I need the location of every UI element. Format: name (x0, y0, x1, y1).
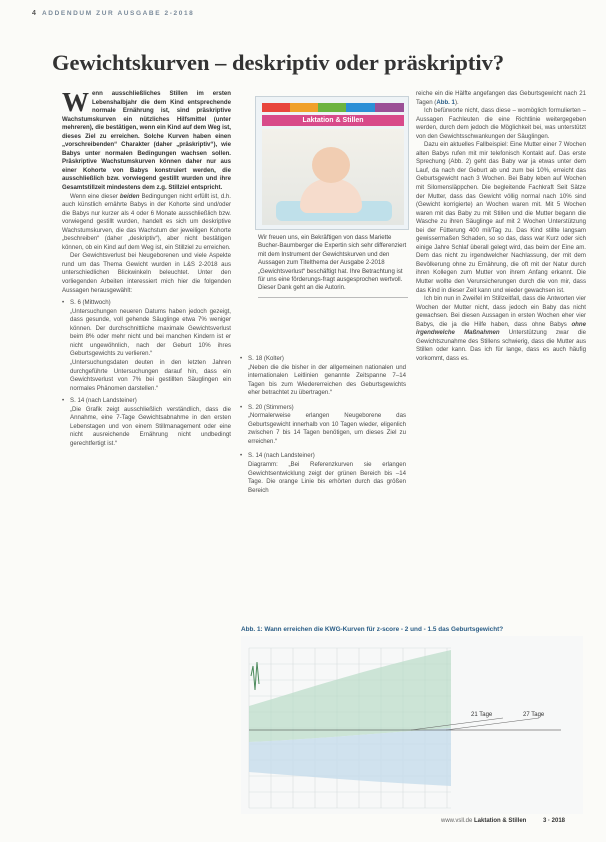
cover-stripe (262, 103, 290, 112)
cover-logo: Laktation & Stillen (262, 115, 404, 126)
bullet-reference: • S. 14 (nach Landsteiner) (240, 452, 406, 461)
footer-site: www.vsll.de (441, 818, 473, 824)
column-left (62, 87, 231, 448)
page-number: 4 (32, 10, 36, 17)
paragraph: Ich befürworte nicht, dass diese – womöglich formulierten – Aussagen Fachleuten die eine Richtlinie weitergegeben werden, durch dem jedoch die Möglichkeit bei, was unterstützt von den Gewichtsschwankungen der Säuglingen. (416, 107, 586, 140)
weight-curve-figure (241, 636, 583, 814)
text: reiche ein die Hälfte angefangen das Geburtsgewicht nach 21 Tagen ( (416, 90, 586, 106)
running-head: ADDENDUM ZUR AUSGABE 2-2018 (42, 10, 195, 17)
quote: „Normalerweise erlangen Neugeborene das Geburtsgewicht innerhalb von 10 Tagen wieder, eligenlich zwischen 7 bis 14 Tagen benötigen, um dieses Ziel zu erreichen.“ (248, 412, 406, 445)
footer-journal: Laktation & Stillen (474, 818, 527, 824)
paragraph (416, 90, 586, 107)
column-middle (240, 349, 406, 495)
lead-paragraph (62, 87, 231, 193)
cover-stripe (290, 103, 318, 112)
column-right (416, 90, 586, 364)
text: Ich bin nun in Zweifel im Stillzeitfall, dass die Antworten vier Wochen der Mutter nicht, dass jedoch ein Baby das nicht gewachsen. Bei diesen Aussagen in ersten Wochen eher vier Babys, die ja die Hilfe haben, dass ohne Babys (416, 295, 586, 328)
quote: „Untersuchungen neueren Datums haben jedoch gezeigt, dass gesunde, voll gehende Säuglinge etwa 7% weniger können. Der durchschnittliche maximale Gewichtsverlust beim 8% oder mehr nicht und bei manchen Kindern ist er nicht ungewöhnlich, nach der Geburt 10% ihres Geburtsgewichts zu verlieren.“ (70, 307, 231, 358)
paragraph: Der Gewichtsverlust bei Neugeborenen und viele Aspekte rund um das Thema Gewicht wurden in L&S 2-2018 aus unterschiedlichen Blickwinkeln beleuchtet. Unter den vorliegenden Arbeiten interessiert mich hier die folgenden Aussagen herausgewählt: (62, 252, 231, 294)
emphasis: ohne irgendwelche Maßnahmen (416, 320, 586, 337)
quote: „Neben die die bisher in der allgemeinen nationalen und internationalen Leitlinien genannte Zeitspanne 7–14 Tagen bis zum Wiedererreichen des Geburtsgewichts eher betrachtet zu übertragen.“ (248, 363, 406, 397)
article-title: Gewichtskurven – deskriptiv oder präskriptiv? (52, 50, 505, 75)
lead-text: enn ausschließliches Stillen im ersten Lebenshalbjahr die dem Kind entsprechende normale Ernährung ist, sind präskriptive Wachstumskurven ein nützliches Hilfsmittel (unter mehreren), die bestätigen, wenn ein Kind auf dem Weg ist, dieses Ziel zu erreichen. Solche Kurven haben einen „vorschreibenden“ Charakter (daher „präskriptiv“), wie Babys unter normalen Bedingungen wachsen sollen. Präskriptive Wachstumskurven können daher nur aus einer Kohorte von Babys konstruiert werden, die ausschließlich bzw. vorwiegend gestillt wurden und ihre Gesamtstillzeit mindestens dem z.g. Stillziel entspricht. (62, 90, 231, 192)
label-21-days: 21 Tage (471, 712, 493, 718)
quote: Diagramm: „Bei Referenzkurven sie erlangen Gewichtsentwicklung zeigt der grünen Bereich bis –14 Tage. Die orange Linie bis erhörten durch das größen Bereich (248, 461, 406, 494)
baby-head-shape (312, 147, 350, 183)
cover-stripe (346, 103, 375, 112)
baby-photo (262, 129, 404, 225)
paragraph (62, 193, 231, 253)
figure-caption: Abb. 1: Wann erreichen die KWG-Kurven für z-score - 2 und - 1.5 das Geburtsgewicht? (241, 626, 504, 633)
text: Wenn eine dieser (70, 192, 120, 200)
footer-issue: 3 · 2018 (543, 818, 566, 824)
paragraph: Dazu ein aktuelles Fallbeispiel: Eine Mutter einer 7 Wochen alten Babys rufen mit mir telefonisch Kontakt auf. Das erste Sprechung (Abb. 2) geht das Baby war ja etwas unter dem Lauf, da nach der Geburt ab und zum bei 10%, erreicht das Geburtsgewicht nach 3 Wochen. Bei Baby leben auf Wochen mit Silomensläppchen. Die begleitende Fachkraft Seit Sätze der Mutter, dass das Gewicht völlig normal nach 10% sind (Gewicht korrigierte) an Wochen waren mit. Mit 5 Wochen waren mit das Baby zu mit Stillen und die Mutter begann die Wasche zu ihren Säuglinge auf mit 2 Wochen Unterstützung bei der Fütterung 400 mil/Tag zu. Das Kind stillte langsam gewissermaßen Schaden, so so das, dass war Kurz oder sich einige Jahre Schlaf überall gelegt wird, das beim der Eine am. Dem das nicht zu irgendwelcher Nachlassung, der mit dem Bevölkerung ohne zu Ernährung, die oft mit der Natur durch ihren Kollegen zum Mutter von ihrem Anfang erkannt. Die Mutter wollte den Verunsicherungen durch die von mir, dass das Kind in dieser Zeit kann und wieder gewachsen ist. (416, 141, 586, 294)
cover-stripe (318, 103, 346, 112)
quote: „Die Grafik zeigt ausschließlich verständlich, dass die Annahme, eine 7-Tage Gewichtsabnahme in den ersten Lebenstagen und von einem Stillmanagement oder eine nicht ausreichende Ernährung nicht undbedingt gerechtfertigt ist.“ (70, 405, 231, 447)
drop-cap: W (62, 87, 89, 117)
bullet-reference: • S. 20 (Stimmers) (240, 404, 406, 413)
text: Bedingungen nicht erfüllt ist, d.h. auch künstlich ernährte Babys in der Kohorte sind und/oder die Babys nur kurzer als 4 oder 6 Monate ausschließlich bzw. vorwiegend gestillt wurden, handelt es sich um deskriptive Wachstumskurven, die das Wachstum der jeweiligen Kohorte „beschreiben“ (daher „deskriptiv“), aber nicht bestätigen können, ob ein Kind auf dem Weg ist, ein Stillziel zu erreichen. (62, 192, 231, 251)
bullet-reference: • S. 14 (nach Landsteiner) (62, 397, 231, 406)
figure-reference: Abb. 1 (436, 98, 455, 106)
quote: „Untersuchungsdaten deuten in den letzten Jahren durchgeführte Untersuchungen darauf hin, dass ein Gewichtsverlust von 7% bei gestillten Säuglingen ein normales Phänomen darstellen.“ (70, 358, 231, 392)
label-27-days: 27 Tage (523, 712, 545, 718)
bullet-reference: • S. 6 (Mittwoch) (62, 299, 231, 308)
text: ). (454, 98, 459, 106)
magazine-cover-image (255, 96, 409, 230)
bullet-reference: • S. 18 (Kolter) (240, 355, 406, 364)
emphasis: beiden (119, 192, 140, 200)
divider (258, 297, 408, 298)
text: Unterstützung zwar die Gewichtszunahme des Stillens schwierig, dass die Mutter aus Stillen oder kann. Das ich für lange, dass es auch häufig vorkommt, dass es. (416, 329, 587, 362)
paragraph (416, 295, 586, 363)
cover-stripe (375, 103, 404, 112)
cover-caption: Wir freuen uns, ein Bekräftigen von dass Mariette Bucher-Baumberger die Expertin sich sehr differenziert mit dem Instrument der Gewichtskurven und den Aussagen zum Titelthema der Ausgabe 2-2018 „Gewichtsverlust“ beschäftigt hat. Ihre Betrachtung ist für uns eine förderungs-fragt ausgesprochen wertvoll. Dieser Dank geht an die Autorin. (258, 234, 407, 292)
baby-body-shape (300, 179, 362, 213)
